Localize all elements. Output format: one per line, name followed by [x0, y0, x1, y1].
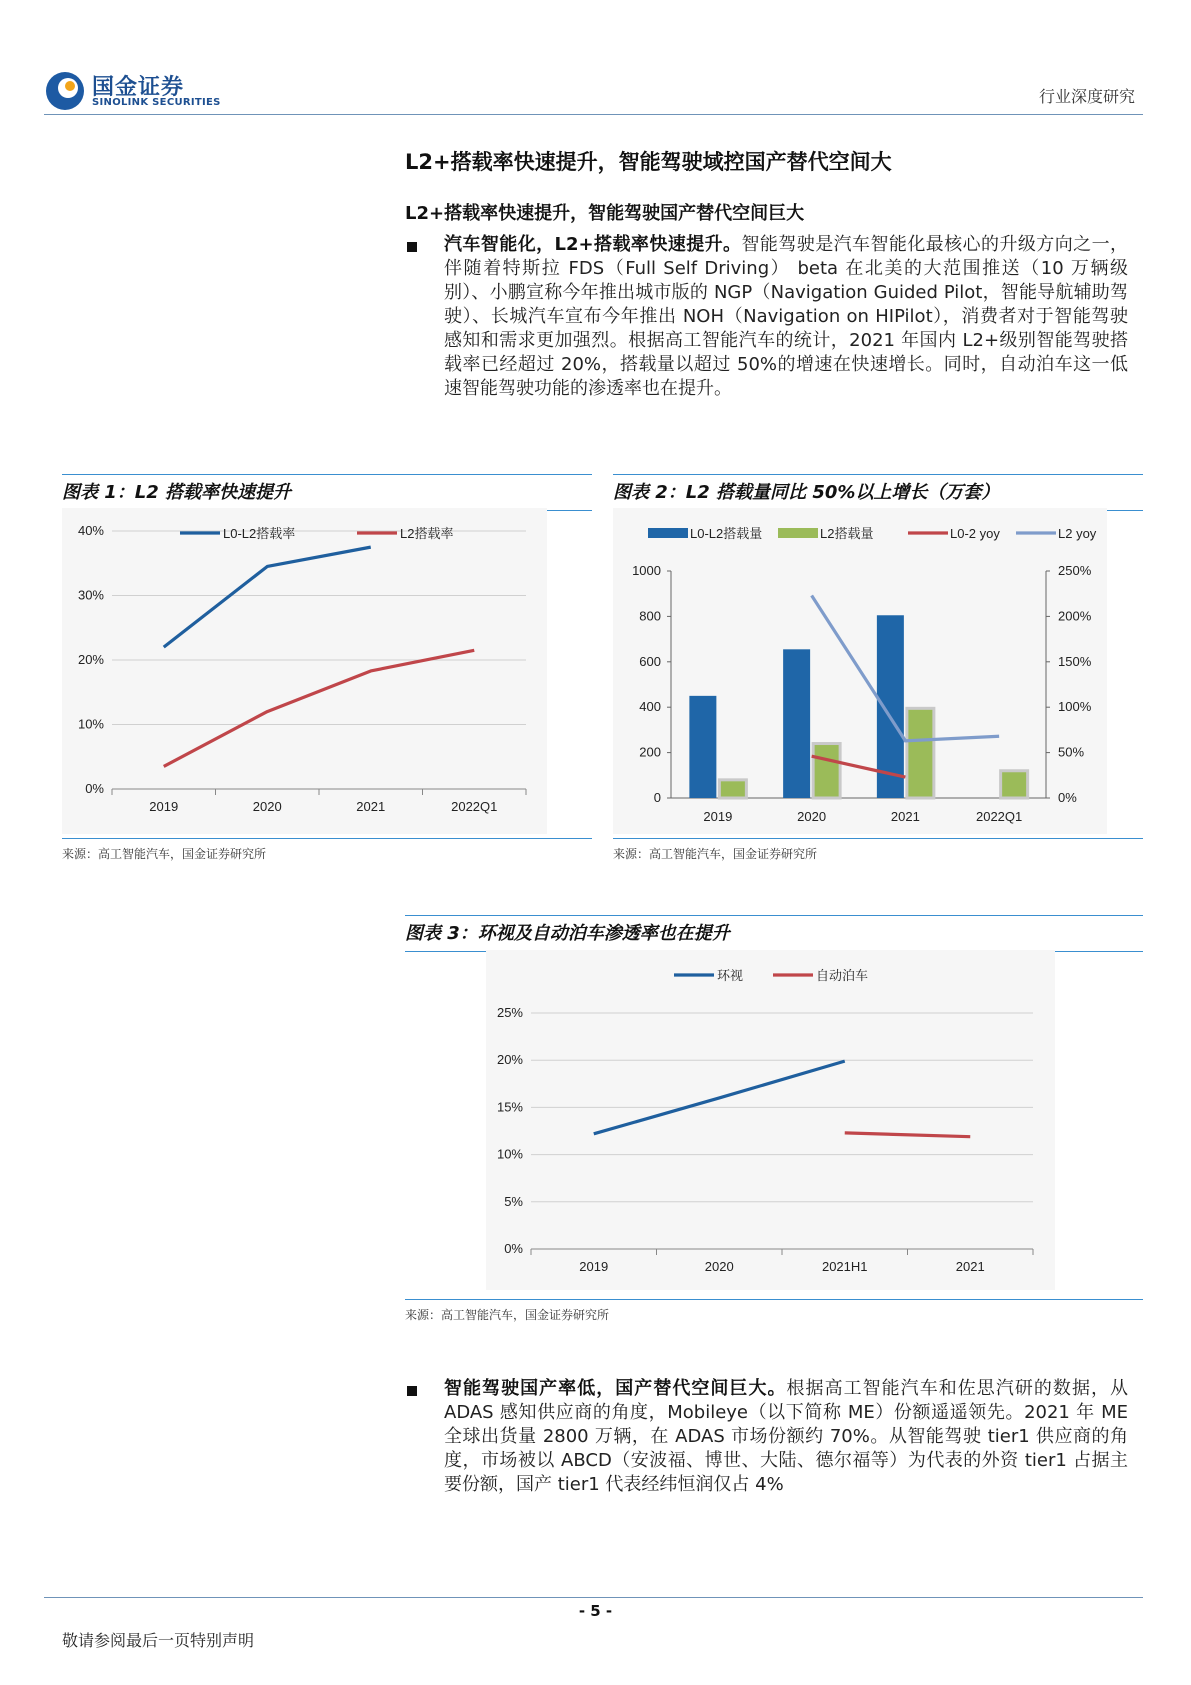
y-tick-label-left: 0 [653, 790, 661, 805]
y-tick-label-right: 0% [1058, 790, 1077, 805]
y-tick-label-right: 50% [1058, 744, 1085, 760]
y-tick-label-left: 600 [639, 653, 661, 669]
x-tick-label: 2022Q1 [451, 799, 498, 814]
x-tick-label: 2021 [890, 809, 920, 824]
y-tick-label: 40% [77, 523, 104, 538]
paragraph [444, 1377, 1128, 1497]
bullet-marker [407, 1386, 417, 1396]
y-tick-label-right: 200% [1058, 608, 1092, 624]
legend-label: L0-L2搭载率 [223, 526, 296, 541]
legend-label: L2搭载量 [820, 526, 874, 541]
chart-l2-penetration [62, 508, 547, 834]
paragraph-body: 智能驾驶是汽车智能化最核心的升级方向之一，伴随着特斯拉 FDS（Full Self Driving） beta 在北美的大范围推送（10 万辆级别）、小鹏宣称今年推出城市版的 NGP（Navigation Guided Pilot，智能导航辅助驾驶）、长城汽车宣布今年推出 NOH（Navigation on HIPilot），消费者对于智能驾驶感知和需求更加强烈。根据高工智能汽车的统计，2021 年国内 L2+级别智能驾驶搭载率已经超过 20%，搭载量以超过 50%的增速在快速增长。同时，自动泊车这一低速智能驾驶功能的渗透率也在提升。 [444, 234, 1129, 399]
legend-label: L2 yoy [1058, 526, 1097, 541]
y-tick-label: 10% [77, 716, 104, 732]
logo-text-en: SINOLINK SECURITIES [92, 97, 221, 108]
report-type: 行业深度研究 [1038, 87, 1135, 106]
figure-bottom-rule [405, 1299, 1143, 1300]
legend-swatch [648, 528, 688, 538]
paragraph-lead: 汽车智能化，L2+搭载率快速提升。 [444, 234, 742, 255]
y-tick-label-left: 1000 [632, 563, 661, 578]
x-tick-label: 2021 [356, 799, 386, 814]
figure-title: 图表 1：L2 搭载率快速提升 [62, 482, 292, 503]
y-tick-label: 0% [85, 781, 104, 796]
figure-2 [613, 474, 1143, 511]
series-line [164, 547, 371, 647]
x-tick-label: 2019 [149, 799, 179, 814]
figure-source: 来源：高工智能汽车，国金证券研究所 [405, 1308, 610, 1322]
bullet-marker [407, 242, 417, 252]
bar [689, 696, 716, 798]
y-tick-label: 0% [504, 1241, 523, 1256]
bar [907, 708, 934, 798]
chart-surround-parking [486, 950, 1055, 1290]
bar [813, 744, 840, 798]
legend-label: L0-2 yoy [950, 526, 1000, 541]
series-line [164, 650, 475, 766]
x-tick-label: 2020 [704, 1259, 734, 1274]
page-number: - 5 - [578, 1602, 613, 1620]
y-tick-label-left: 800 [639, 608, 661, 624]
x-tick-label: 2019 [703, 809, 733, 824]
series-line [845, 1133, 971, 1137]
y-tick-label-left: 200 [639, 744, 661, 760]
figure-title: 图表 2：L2 搭载量同比 50%以上增长（万套） [613, 482, 1000, 503]
y-tick-label: 15% [496, 1099, 523, 1115]
chart-l2-volume [613, 508, 1107, 834]
x-tick-label: 2022Q1 [975, 809, 1023, 824]
y-tick-label-right: 250% [1058, 563, 1092, 578]
series-line [594, 1061, 845, 1134]
x-tick-label: 2021H1 [821, 1259, 868, 1274]
y-tick-label: 20% [77, 652, 104, 667]
figure-bottom-rule [62, 838, 592, 839]
logo-text-cn: 国金证券 [92, 75, 185, 100]
figure-top-rule [405, 915, 1143, 916]
paragraph [444, 233, 1128, 401]
paragraph-body: 根据高工智能汽车和佐思汽研的数据，从 ADAS 感知供应商的角度，Mobileye（以下简称 ME）份额遥遥领先。2021 年 ME 全球出货量 2800 万辆，在 ADAS 市场份额约 70%。从智能驾驶 tier1 供应商的角度，市场被以 ABCD（安波福、博世、大陆、德尔福等）为代表的外资 tier1 占据主要份额，国产 tier1 代表经纬恒润仅占 4% [444, 1378, 1128, 1495]
footer-disclaimer-note: 敬请参阅最后一页特别声明 [62, 1631, 255, 1650]
y-tick-label: 30% [77, 587, 104, 603]
figure-3 [405, 915, 1143, 952]
figure-top-rule [613, 474, 1143, 475]
figure-top-rule [62, 474, 592, 475]
figure-title: 图表 3：环视及自动泊车渗透率也在提升 [405, 923, 730, 944]
y-tick-label: 5% [504, 1193, 523, 1209]
figure-source: 来源：高工智能汽车，国金证券研究所 [62, 847, 267, 861]
x-tick-label: 2021 [955, 1259, 985, 1274]
legend-label: 自动泊车 [816, 968, 869, 983]
legend-label: L0-L2搭载量 [690, 526, 763, 541]
legend-label: 环视 [717, 968, 744, 983]
header-divider [44, 114, 1143, 115]
bar [719, 780, 746, 798]
legend-swatch [778, 528, 818, 538]
bar [783, 649, 810, 798]
section-title: L2+搭载率快速提升，智能驾驶域控国产替代空间大 [405, 150, 892, 174]
paragraph-lead: 智能驾驶国产率低，国产替代空间巨大。 [444, 1378, 787, 1399]
sinolink-logo-icon [44, 70, 86, 112]
y-tick-label: 10% [496, 1146, 523, 1162]
y-tick-label: 25% [496, 1005, 523, 1020]
y-tick-label-right: 150% [1058, 653, 1092, 669]
y-tick-label-right: 100% [1058, 699, 1092, 715]
y-tick-label: 20% [496, 1052, 523, 1068]
x-tick-label: 2020 [797, 809, 827, 824]
figure-source: 来源：高工智能汽车，国金证券研究所 [613, 847, 818, 861]
figure-bottom-rule [613, 838, 1143, 839]
legend-label: L2搭载率 [400, 526, 454, 541]
x-tick-label: 2019 [579, 1259, 609, 1274]
footer-divider [44, 1597, 1143, 1598]
y-tick-label-left: 400 [639, 699, 661, 715]
x-tick-label: 2020 [252, 799, 282, 814]
section-subtitle: L2+搭载率快速提升，智能驾驶国产替代空间巨大 [405, 203, 805, 224]
figure-1 [62, 474, 592, 511]
bar [1001, 771, 1028, 798]
